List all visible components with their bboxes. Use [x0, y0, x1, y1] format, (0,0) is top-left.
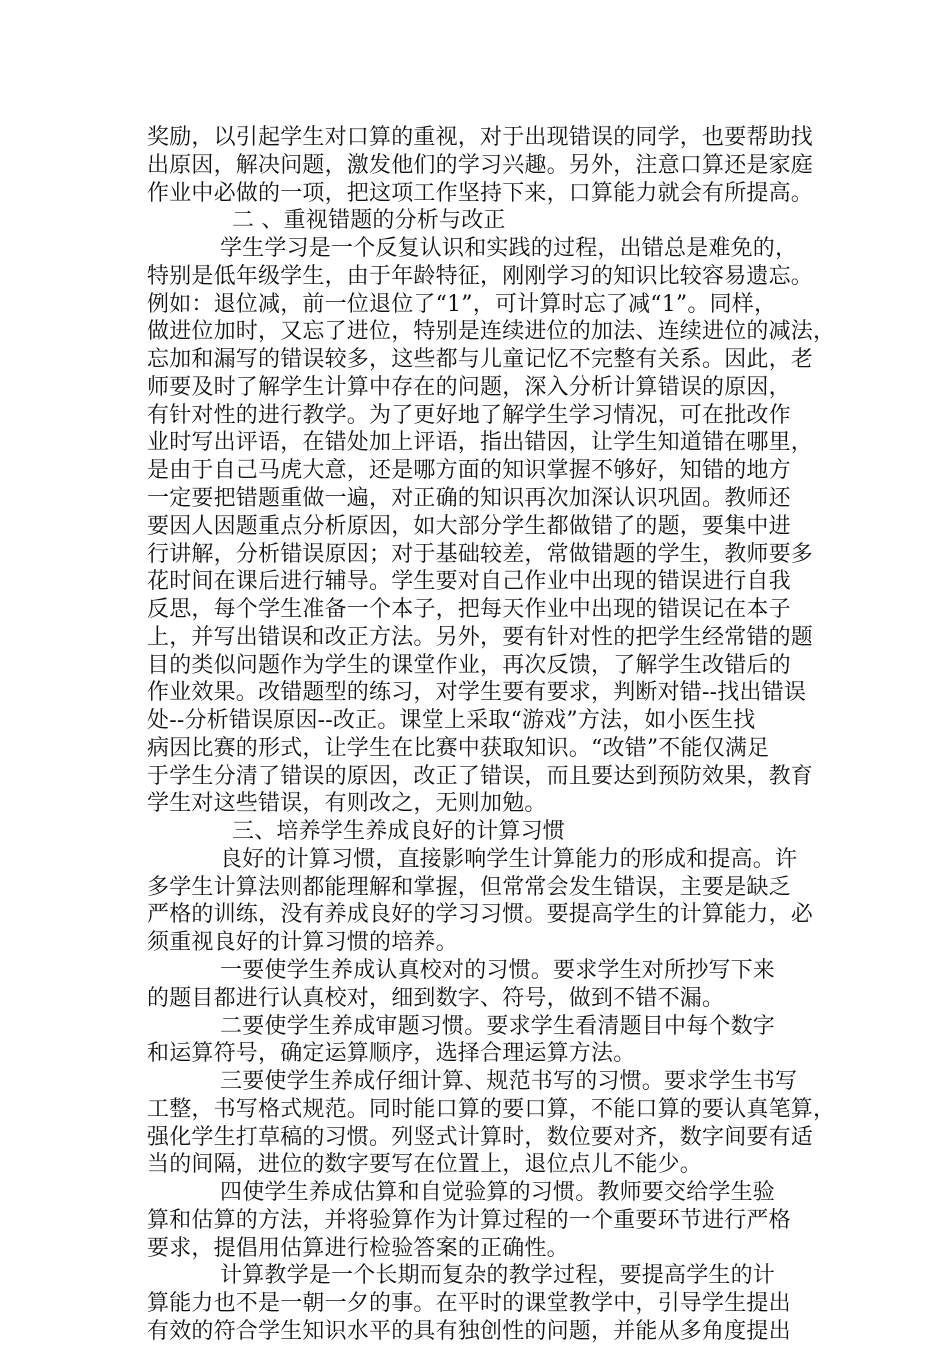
paragraph-line: 严格的训练，没有养成良好的学习习惯。要提高学生的计算能力，必: [147, 902, 814, 927]
paragraph-line: 忘加和漏写的错误较多，这些都与儿童记忆不完整有关系。因此，老: [147, 347, 814, 372]
section-heading-2: 二 、重视错题的分析与改正: [232, 208, 506, 233]
paragraph-line: 病因比赛的形式，让学生在比赛中获取知识。“改错”不能仅满足: [147, 736, 770, 761]
paragraph-line: 一定要把错题重做一遍，对正确的知识再次加深认识巩固。教师还: [147, 486, 791, 511]
paragraph-line: 出原因，解决问题，激发他们的学习兴趣。另外，注意口算还是家庭: [147, 153, 814, 178]
paragraph-line: 工整，书写格式规范。同时能口算的要口算，不能口算的要认真笔算，: [147, 1097, 836, 1122]
paragraph-line: 要求，提倡用估算进行检验答案的正确性。: [147, 1236, 569, 1261]
paragraph-line: 一要使学生养成认真校对的习惯。要求学生对所抄写下来: [220, 958, 776, 983]
paragraph-line: 是由于自己马虎大意，还是哪方面的知识掌握不够好，知错的地方: [147, 458, 791, 483]
paragraph-line: 目的类似问题作为学生的课堂作业，再次反馈，了解学生改错后的: [147, 653, 791, 678]
paragraph-line: 有针对性的进行教学。为了更好地了解学生学习情况，可在批改作: [147, 403, 791, 428]
paragraph-line: 特别是低年级学生，由于年龄特征，刚刚学习的知识比较容易遗忘。: [147, 264, 814, 289]
paragraph-line: 二要使学生养成审题习惯。要求学生看清题目中每个数字: [220, 1014, 776, 1039]
paragraph-line: 须重视良好的计算习惯的培养。: [147, 930, 458, 955]
paragraph-line: 当的间隔，进位的数字要写在位置上，退位点儿不能少。: [147, 1152, 703, 1177]
paragraph-line: 算能力也不是一朝一夕的事。在平时的课堂教学中，引导学生提出: [147, 1291, 791, 1316]
paragraph-line: 多学生计算法则都能理解和掌握，但常常会发生错误，主要是缺乏: [147, 875, 791, 900]
paragraph-line: 行讲解，分析错误原因；对于基础较差，常做错题的学生，教师要多: [147, 542, 814, 567]
paragraph-line: 计算教学是一个长期而复杂的教学过程，要提高学生的计: [220, 1263, 776, 1288]
paragraph-line: 算和估算的方法，并将验算作为计算过程的一个重要环节进行严格: [147, 1208, 791, 1233]
paragraph-line: 师要及时了解学生计算中存在的问题，深入分析计算错误的原因，: [147, 375, 791, 400]
paragraph-line: 四使学生养成估算和自觉验算的习惯。教师要交给学生验: [220, 1180, 776, 1205]
paragraph-line: 强化学生打草稿的习惯。列竖式计算时，数位要对齐，数字间要有适: [147, 1125, 814, 1150]
paragraph-line: 业时写出评语，在错处加上评语，指出错因，让学生知道错在哪里，: [147, 430, 814, 455]
paragraph-line: 上，并写出错误和改正方法。另外，要有针对性的把学生经常错的题: [147, 625, 814, 650]
paragraph-line: 有效的符合学生知识水平的具有独创性的问题，并能从多角度提出: [147, 1319, 791, 1344]
paragraph-line: 三要使学生养成仔细计算、规范书写的习惯。要求学生书写: [220, 1069, 798, 1094]
paragraph-line: 于学生分清了错误的原因，改正了错误，而且要达到预防效果，教育: [147, 764, 814, 789]
paragraph-line: 做进位加时，又忘了进位，特别是连续进位的加法、连续进位的减法，: [147, 319, 836, 344]
section-heading-3: 三、培养学生养成良好的计算习惯: [232, 819, 566, 844]
paragraph-line: 奖励，以引起学生对口算的重视，对于出现错误的同学，也要帮助找: [147, 125, 814, 150]
paragraph-line: 和运算符号，确定运算顺序，选择合理运算方法。: [147, 1041, 636, 1066]
paragraph-line: 要因人因题重点分析原因，如大部分学生都做错了的题，要集中进: [147, 514, 791, 539]
paragraph-line: 作业中必做的一项，把这项工作坚持下来，口算能力就会有所提高。: [147, 181, 814, 206]
paragraph-line: 的题目都进行认真校对，细到数字、符号，做到不错不漏。: [147, 986, 725, 1011]
paragraph-line: 花时间在课后进行辅导。学生要对自己作业中出现的错误进行自我: [147, 569, 791, 594]
paragraph-line: 良好的计算习惯，直接影响学生计算能力的形成和提高。许: [220, 847, 798, 872]
paragraph-line: 学生对这些错误，有则改之，无则加勉。: [147, 791, 547, 816]
paragraph-line: 作业效果。改错题型的练习，对学生要有要求，判断对错--找出错误: [147, 680, 807, 705]
paragraph-line: 反思，每个学生准备一个本子，把每天作业中出现的错误记在本子: [147, 597, 791, 622]
paragraph-line: 处--分析错误原因--改正。课堂上采取“游戏”方法，如小医生找: [147, 708, 756, 733]
paragraph-line: 例如：退位减，前一位退位了“1”，可计算时忘了减“1”。同样，: [147, 292, 777, 317]
paragraph-line: 学生学习是一个反复认识和实践的过程，出错总是难免的，: [220, 236, 798, 261]
